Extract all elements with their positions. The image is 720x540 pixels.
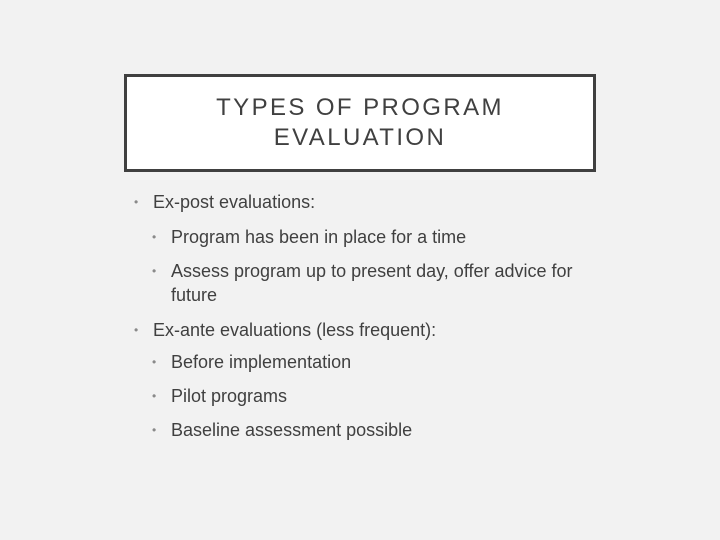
bullet-text: Ex-ante evaluations (less frequent): (153, 320, 437, 340)
bullet-item-level2 (134, 418, 412, 442)
bullet-item-level1 (134, 190, 315, 214)
bullet-item-level1 (134, 318, 436, 342)
bullet-item-level2 (134, 350, 351, 374)
bullet-item-level2 (134, 384, 287, 408)
bullet-item-level2 (134, 259, 611, 307)
slide-title: TYPES OF PROGRAM EVALUATION (216, 94, 504, 151)
bullet-text: Baseline assessment possible (171, 420, 413, 440)
bullet-dot-icon: • (152, 389, 157, 403)
bullet-text: Program has been in place for a time (171, 227, 467, 247)
bullet-dot-icon: • (152, 230, 157, 244)
bullet-text: Assess program up to present day, offer advice for future (171, 261, 573, 305)
bullet-text: Before implementation (171, 352, 352, 372)
bullet-text: Ex-post evaluations: (153, 192, 316, 212)
slide-title-box (124, 74, 596, 172)
bullet-item-level2 (134, 225, 466, 249)
bullet-dot-icon: • (152, 355, 157, 369)
bullet-dot-icon: • (134, 195, 139, 209)
bullet-dot-icon: • (152, 423, 157, 437)
bullet-text: Pilot programs (171, 386, 288, 406)
bullet-dot-icon: • (134, 323, 139, 337)
bullet-dot-icon: • (152, 264, 157, 278)
